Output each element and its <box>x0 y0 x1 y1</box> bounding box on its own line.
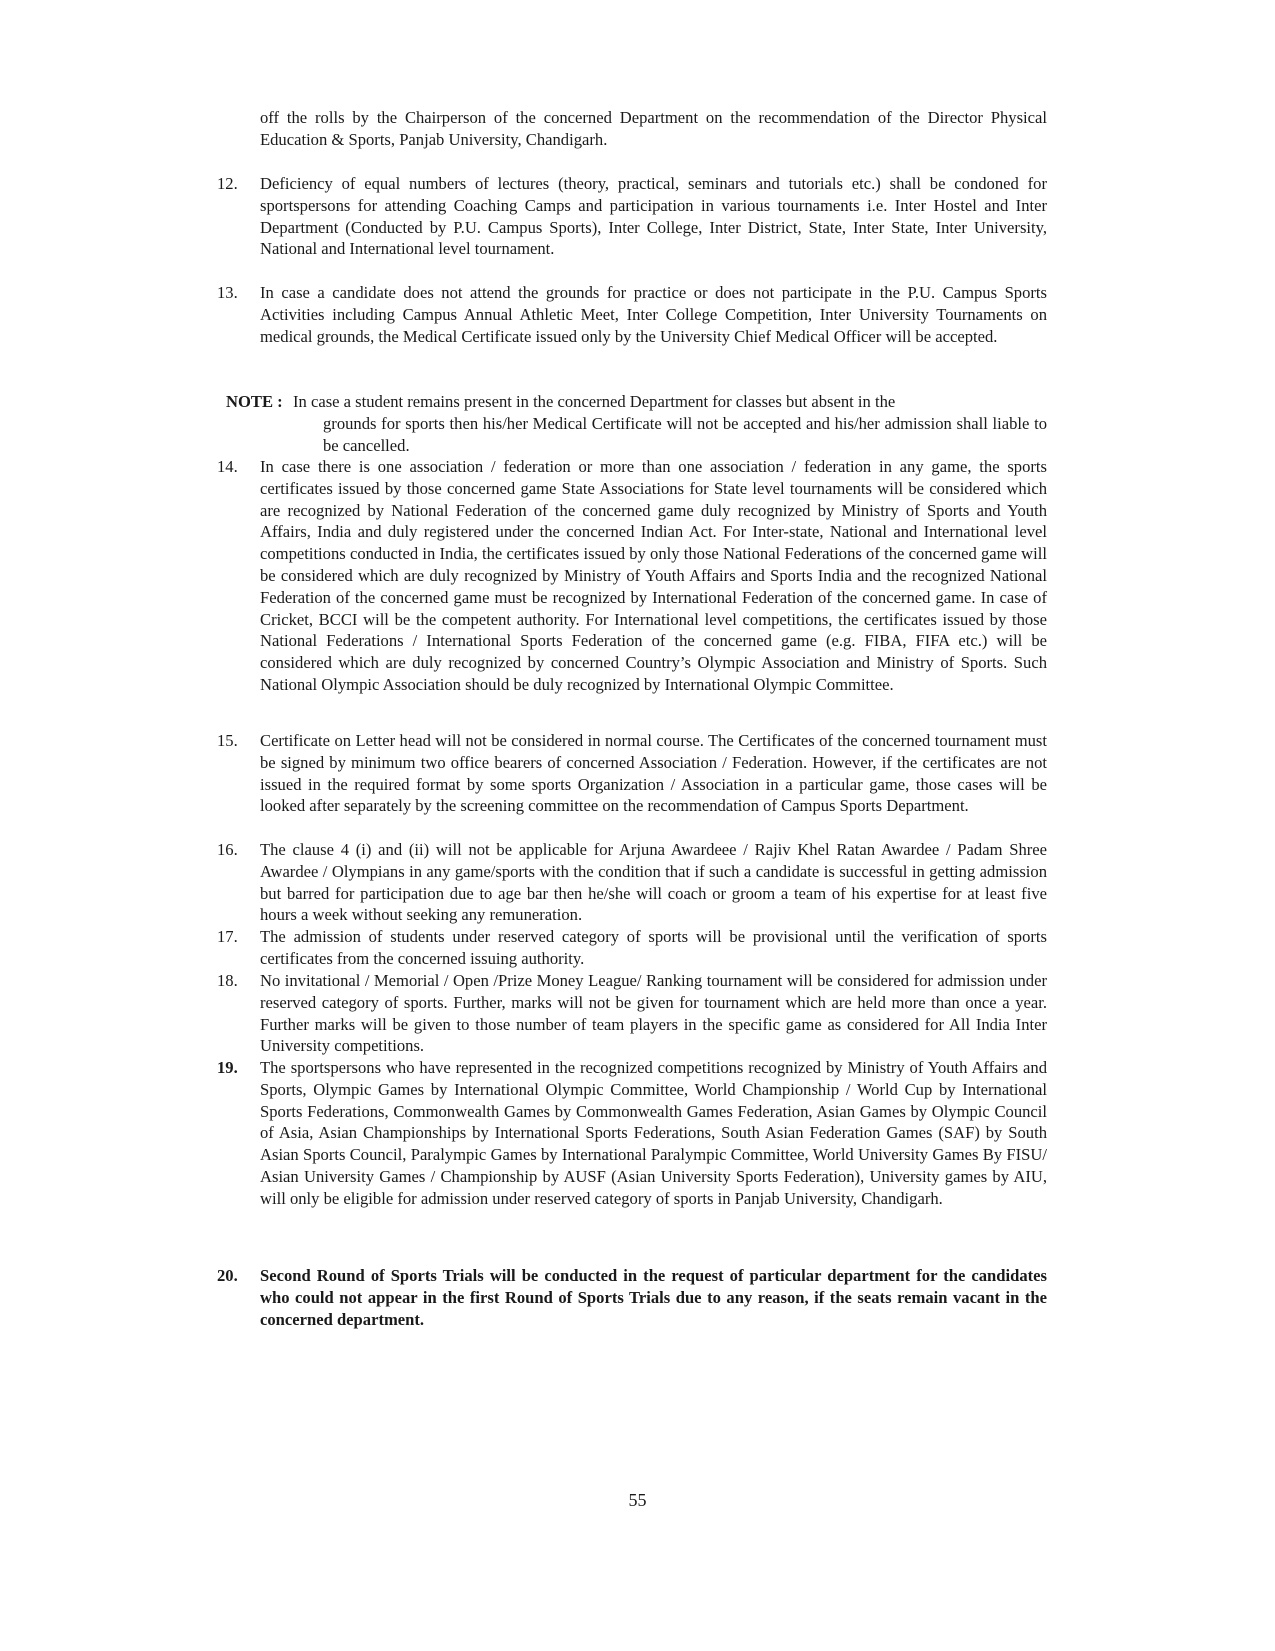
page-number: 55 <box>628 1490 647 1510</box>
item-number: 19. <box>217 1058 238 1077</box>
item-text: The sportspersons who have represented in the recognized competitions recognized by Ministry of Youth Affairs and Sports, Olympic Games by International Olympic Committee, World Championship / World Cup by International Sports Federations, Commonwealth Games by Commonwealth Games Federation, Asian Games by Olympic Council of Asia, Asian Championships by International Sports Federations, South Asian Federation Games (SAF) by South Asian Sports Council, Paralympic Games by International Paralympic Committee, World University Games By FISU/ Asian University Games / Championship by AUSF (Asian University Sports Federation), University games by AIU, will only be eligible for admission under reserved category of sports in Panjab University, Chandigarh. <box>260 1058 1047 1208</box>
item-text: Second Round of Sports Trials will be conducted in the request of particular department for the candidates who could not appear in the first Round of Sports Trials due to any reason, if the seats remain vacant in the concerned department. <box>260 1266 1047 1329</box>
item-number: 15. <box>217 731 238 750</box>
item-number: 12. <box>217 174 238 193</box>
item-text: In case a candidate does not attend the grounds for practice or does not participate in the P.U. Campus Sports Activities including Campus Annual Athletic Meet, Inter College Competition, Inter University Tournaments on medical grounds, the Medical Certificate issued only by the University Chief Medical Officer will be accepted. <box>260 283 1047 346</box>
item-text: The clause 4 (i) and (ii) will not be applicable for Arjuna Awardeee / Rajiv Khel Ratan Awardee / Padam Shree Awardee / Olympians in any game/sports with the condition that if such a candidate is successful in getting admission but barred for participation due to age bar then he/she will coach or groom a team of his expertise for at least five hours a week without seeking any remuneration. <box>260 840 1047 925</box>
item-number: 18. <box>217 971 238 990</box>
item-number: 20. <box>217 1266 238 1285</box>
item-number: 14. <box>217 457 238 476</box>
item-number: 13. <box>217 283 238 302</box>
item-text: The admission of students under reserved category of sports will be provisional until the verification of sports certificates from the concerned issuing authority. <box>260 927 1047 968</box>
note-text: grounds for sports then his/her Medical Certificate will not be accepted and his/her admission shall liable to be cancelled. <box>323 413 1047 455</box>
continuation-paragraph: off the rolls by the Chairperson of the concerned Department on the recommendation of the Director Physical Education & Sports, Panjab University, Chandigarh. <box>260 108 1047 149</box>
item-text: Certificate on Letter head will not be considered in normal course. The Certificates of the concerned tournament must be signed by minimum two office bearers of concerned Association / Federation. However, if the certificates are not issued in the required format by some sports Organization / Association in a particular game, those cases will be looked after separately by the screening committee on the recommendation of Campus Sports Department. <box>260 731 1047 816</box>
item-text: No invitational / Memorial / Open /Prize Money League/ Ranking tournament will be considered for admission under reserved category of sports. Further, marks will not be given for tournament which are held more than once a year. Further marks will be given to those number of team players in the specific game as considered for All India Inter University competitions. <box>260 971 1047 1056</box>
note-first-line: In case a student remains present in the concerned Department for classes but absent in the <box>293 392 896 411</box>
note-label: NOTE : <box>226 392 283 411</box>
item-text: In case there is one association / federation or more than one association / federation in any game, the sports certificates issued by those concerned game State Associations for State level tournaments will be considered which are recognized by National Federation of the concerned game duly recognized by Ministry of Sports and Youth Affairs, India and duly registered under the concerned Indian Act. For Inter-state, National and International level competitions conducted in India, the certificates issued by only those National Federations of the concerned game will be considered which are duly recognized by Ministry of Youth Affairs and Sports India and the recognized National Federation of the concerned game must be recognized by International Federation of the concerned game. In case of Cricket, BCCI will be the competent authority. For International level competitions, the certificates issued by those National Federations / International Sports Federation of the concerned game (e.g. FIBA, FIFA etc.) will be considered which are duly recognized by concerned Country’s Olympic Association and Ministry of Sports. Such National Olympic Association should be duly recognized by International Olympic Committee. <box>260 457 1047 694</box>
item-number: 17. <box>217 927 238 946</box>
item-number: 16. <box>217 840 238 859</box>
item-text: Deficiency of equal numbers of lectures (theory, practical, seminars and tutorials etc.) shall be condoned for sportspersons for attending Coaching Camps and participation in various tournaments i.e. Inter Hostel and Inter Department (Conducted by P.U. Campus Sports), Inter College, Inter District, State, Inter State, Inter University, National and International level tournament. <box>260 174 1047 259</box>
